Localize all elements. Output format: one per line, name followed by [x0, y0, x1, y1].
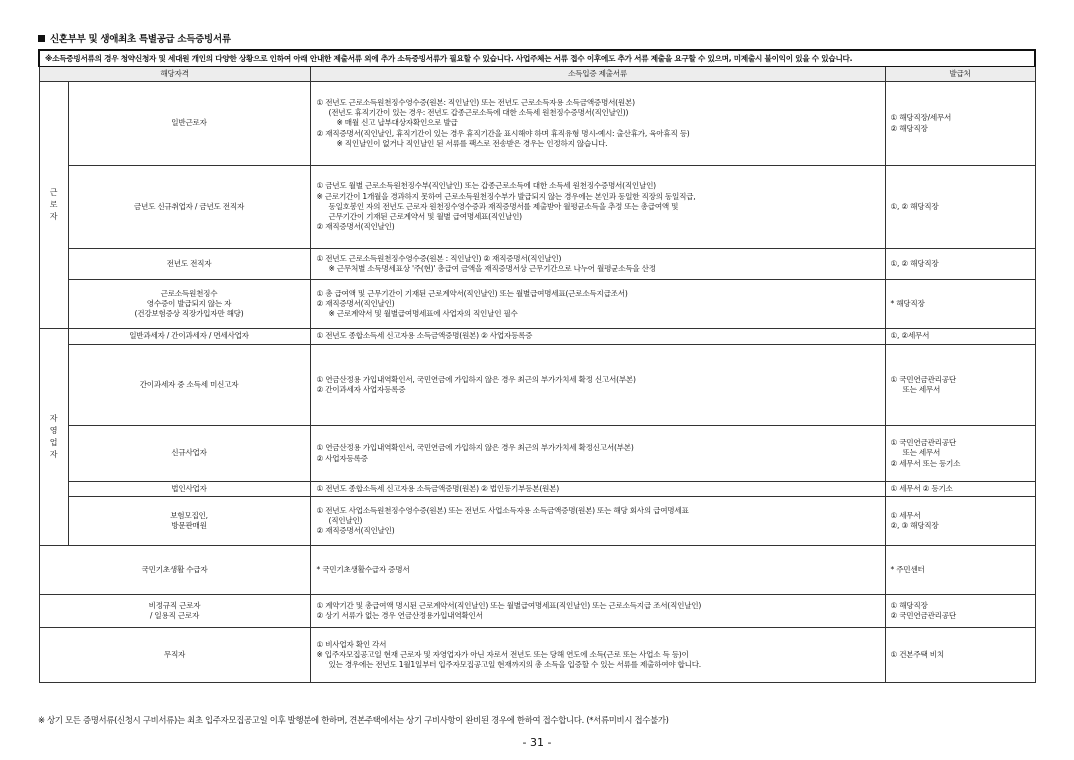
header-row: [39, 67, 1035, 82]
header-qualification: 해당자격: [39, 67, 310, 82]
qualification-cell: 금년도 신규취업자 / 금년도 전직자: [68, 166, 310, 249]
table-row: [39, 329, 1035, 345]
page-number: - 31 -: [522, 736, 552, 749]
documents-cell: ① 금년도 월별 근로소득원천징수부(직인날인) 또는 갑종근로소득에 대한 소득세 원천징수증명서(직인날인) ※ 근로기간이 1개월을 경과하지 못하여 근로소득원천징수부가 발급되지 않는 경우에는 본인과 동일한 직장의 동일직급, 동일호봉인 자의 전년도 근로자 원천징수영수증과 재직증명서를 제출받아 월평균소득을 추정 또는 총급여액 및 근무기간이 기재된 근로계약서 및 월별 급여명세표(직인날인) ② 재직증명서(직인날인): [310, 166, 885, 249]
issuer-cell: ①, ②세무서: [885, 329, 1035, 345]
qualification-cell: 전년도 전직자: [68, 249, 310, 280]
documents-cell: ① 전년도 종합소득세 신고자용 소득금액증명(원본) ② 법인등기부등본(원본): [310, 482, 885, 497]
documents-cell: ① 전년도 사업소득원천징수영수증(원본) 또는 전년도 사업소득자용 소득금액증명(원본) 또는 해당 회사의 급여명세표 (직인날인) ② 재직증명서(직인날인): [310, 497, 885, 546]
issuer-cell: ① 국민연금관리공단 또는 세무서: [885, 345, 1035, 426]
section-title: 신혼부부 및 생애최초 특별공급 소득증빙서류: [38, 31, 231, 45]
table-row: [39, 345, 1035, 426]
qualification-cell: 일반과세자 / 간이과세자 / 면세사업자: [68, 329, 310, 345]
table-row: [39, 595, 1035, 628]
table-row: [39, 249, 1035, 280]
qualification-cell: 신규사업자: [68, 426, 310, 482]
income-proof-table: [38, 49, 1036, 683]
issuer-cell: ①, ② 해당직장: [885, 166, 1035, 249]
notice-text: ※소득증빙서류의 경우 청약신청자 및 세대원 개인의 다양한 상황으로 인하여 아래 안내한 제출서류 외에 추가 소득증빙서류가 필요할 수 있습니다. 사업주체는 서류 접수 이후에도 추가 서류 제출을 요구할 수 있으며, 미제출시 불이익이 있을 수 있습니다.: [39, 50, 1035, 67]
qualification-cell: 비정규직 근로자 / 일용직 근로자: [39, 595, 310, 628]
issuer-cell: * 해당직장: [885, 280, 1035, 329]
table-row: [39, 82, 1035, 166]
documents-cell: ① 비사업자 확인 각서 ※ 입주자모집공고일 현재 근로자 및 자영업자가 아닌 자로서 전년도 또는 당해 연도에 소득(근로 또는 사업소 득 등)이 있는 경우에는 전년도 1월1일부터 입주자모집공고일 현재까지의 총 소득을 입증할 수 있는 서류를 제출하여야 합니다.: [310, 628, 885, 683]
table-row: [39, 426, 1035, 482]
footnote: ※ 상기 모든 증명서류(신청시 구비서류)는 최초 입주자모집공고일 이후 발행분에 한하며, 견본주택에서는 상기 구비사항이 완비된 경우에 한하여 접수합니다. (*서류미비시 접수불가): [38, 715, 669, 725]
table-row: [39, 166, 1035, 249]
square-bullet-icon: [38, 35, 45, 42]
qualification-cell: 일반근로자: [68, 82, 310, 166]
documents-cell: ① 연금산정용 가입내역확인서, 국민연금에 가입하지 않은 경우 최근의 부가가치세 확정신고서(부본) ② 사업자등록증: [310, 426, 885, 482]
issuer-cell: ① 해당직장 ② 국민연금관리공단: [885, 595, 1035, 628]
documents-cell: ① 연금산정용 가입내역확인서, 국민연금에 가입하지 않은 경우 최근의 부가가치세 확정 신고서(부본) ② 간이과세자 사업자등록증: [310, 345, 885, 426]
group-self-employed: [39, 329, 68, 546]
group-worker: [39, 82, 68, 329]
header-issuer: 발급처: [885, 67, 1035, 82]
issuer-cell: ① 해당직장/세무서 ② 해당직장: [885, 82, 1035, 166]
qualification-cell: 법인사업자: [68, 482, 310, 497]
table-row: [39, 546, 1035, 595]
group-self-employed-label: 자영업자: [49, 414, 58, 460]
group-worker-label: 근로자: [49, 188, 58, 221]
qualification-cell: 간이과세자 중 소득세 미신고자: [68, 345, 310, 426]
header-documents: 소득입증 제출서류: [310, 67, 885, 82]
issuer-cell: ① 세무서 ② 등기소: [885, 482, 1035, 497]
issuer-cell: ① 건본주택 비치: [885, 628, 1035, 683]
documents-cell: ① 전년도 종합소득세 신고자용 소득금액증명(원본) ② 사업자등록증: [310, 329, 885, 345]
issuer-cell: ① 국민연금관리공단 또는 세무서 ② 세무서 또는 등기소: [885, 426, 1035, 482]
documents-cell: ① 계약기간 및 총급여액 명시된 근로계약서(직인날인) 또는 월별급여명세표(직인날인) 또는 근로소득지급 조서(직인날인) ② 상기 서류가 없는 경우 연금산정용가입내역확인서: [310, 595, 885, 628]
qualification-cell: 근로소득원천징수 영수증이 발급되지 않는 자 (건강보험증상 직장가입자만 해당): [68, 280, 310, 329]
documents-cell: ① 전년도 근로소득원천징수영수증(원본: 직인날인) 또는 전년도 근로소득자용 소득금액증명서(원본) (전년도 휴직기간이 있는 경우: 전년도 갑종근로소득에 대한 소득세 원천징수증명서(직인날인)) ※ 매월 신고 납부대상자확인으로 발급 ② 재직증명서(직인날인, 휴직기간이 있는 경우 휴직기간을 표시해야 하며 휴직유형 명시-예시: 출산휴가, 육아휴직 등) ※ 직인날인이 없거나 직인날인 된 서류를 팩스로 전송받은 경우는 인정하지 않습니다.: [310, 82, 885, 166]
table-row: [39, 482, 1035, 497]
issuer-cell: * 주민센터: [885, 546, 1035, 595]
table-row: [39, 497, 1035, 546]
table-row: [39, 280, 1035, 329]
issuer-cell: ①, ② 해당직장: [885, 249, 1035, 280]
issuer-cell: ① 세무서 ②, ③ 해당직장: [885, 497, 1035, 546]
documents-cell: ① 전년도 근로소득원천징수영수증(원본 : 직인날인) ② 재직증명서(직인날인) ※ 근무처별 소득명세표상 '주(현)' 총급여 금액을 재직증명서상 근무기간으로 나누어 월평균소득을 산정: [310, 249, 885, 280]
qualification-cell: 무직자: [39, 628, 310, 683]
qualification-cell: 보험모집인, 방문판매원: [68, 497, 310, 546]
documents-cell: * 국민기초생활수급자 증명서: [310, 546, 885, 595]
table-row: [39, 628, 1035, 683]
documents-cell: ① 총 급여액 및 근무기간이 기재된 근로계약서(직인날인) 또는 월별급여명세표(근로소득지급조서) ② 재직증명서(직인날인) ※ 근로계약서 및 월별급여명세표에 사업자의 직인날인 필수: [310, 280, 885, 329]
qualification-cell: 국민기초생활 수급자: [39, 546, 310, 595]
